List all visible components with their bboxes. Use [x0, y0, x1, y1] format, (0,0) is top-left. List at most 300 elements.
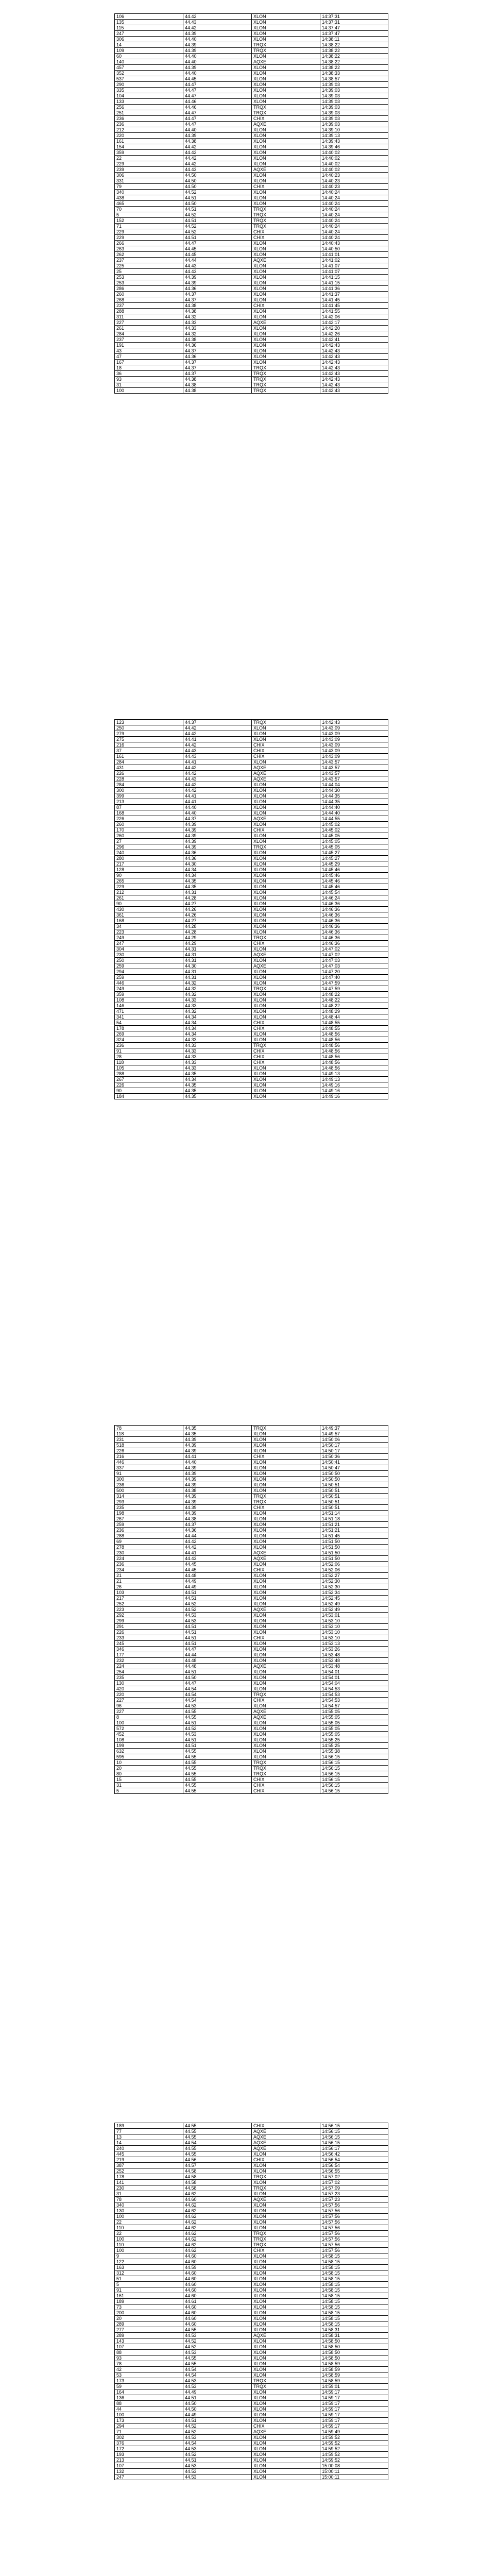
venue-cell: AQXE — [252, 963, 320, 969]
time-cell: 14:51:50 — [320, 1545, 388, 1550]
volume-cell: 199 — [115, 1743, 183, 1749]
price-cell: 44.40 — [183, 71, 252, 76]
time-cell: 14:40:50 — [320, 246, 388, 252]
time-cell: 14:40:23 — [320, 184, 388, 190]
table-row — [115, 1048, 388, 1054]
table-row — [115, 42, 388, 48]
venue-cell: XLON — [252, 1669, 320, 1675]
volume-cell: 226 — [115, 771, 183, 776]
time-cell: 14:45:46 — [320, 873, 388, 878]
time-cell: 14:39:10 — [320, 127, 388, 133]
time-cell: 14:50:51 — [320, 1505, 388, 1511]
venue-cell: XLON — [252, 856, 320, 861]
table-row — [115, 2225, 388, 2231]
price-cell: 44.36 — [183, 1528, 252, 1533]
venue-cell: XLON — [252, 2338, 320, 2344]
venue-cell: XLON — [252, 805, 320, 810]
volume-cell: 108 — [115, 1737, 183, 1743]
price-cell: 44.42 — [183, 150, 252, 156]
table-row — [115, 54, 388, 59]
volume-cell: 130 — [115, 1681, 183, 1686]
venue-cell: XLON — [252, 354, 320, 360]
venue-cell: TRQX — [252, 2242, 320, 2248]
volume-cell: 247 — [115, 941, 183, 946]
venue-cell: XLON — [252, 275, 320, 280]
volume-cell: 88 — [115, 2401, 183, 2406]
price-cell: 44.55 — [183, 1771, 252, 1777]
venue-cell: CHIX — [252, 1020, 320, 1026]
venue-cell: XLON — [252, 14, 320, 20]
volume-cell: 28 — [115, 1054, 183, 1060]
table-row — [115, 1692, 388, 1698]
venue-cell: XLON — [252, 1488, 320, 1494]
volume-cell: 220 — [115, 1692, 183, 1698]
volume-cell: 54 — [115, 1020, 183, 1026]
table-row — [115, 946, 388, 952]
table-row — [115, 1732, 388, 1737]
volume-cell: 88 — [115, 2350, 183, 2355]
venue-cell: XLON — [252, 2219, 320, 2225]
volume-cell: 178 — [115, 1026, 183, 1031]
price-cell: 44.35 — [183, 1431, 252, 1437]
table-row — [115, 1020, 388, 1026]
time-cell: 14:59:52 — [320, 2441, 388, 2446]
table-row — [115, 765, 388, 771]
volume-cell: 189 — [115, 2299, 183, 2304]
volume-cell: 302 — [115, 2435, 183, 2441]
venue-cell: AQXE — [252, 1715, 320, 1720]
time-cell: 14:50:17 — [320, 1443, 388, 1448]
table-row — [115, 2418, 388, 2424]
venue-cell: CHIX — [252, 1060, 320, 1065]
volume-cell: 172 — [115, 2446, 183, 2452]
venue-cell: XLON — [252, 127, 320, 133]
venue-cell: XLON — [252, 2214, 320, 2219]
price-cell: 44.60 — [183, 2276, 252, 2282]
price-cell: 44.53 — [183, 2378, 252, 2384]
time-cell: 14:55:05 — [320, 1726, 388, 1732]
table-row — [115, 878, 388, 884]
time-cell: 14:42:43 — [320, 343, 388, 348]
time-cell: 14:58:50 — [320, 2344, 388, 2350]
volume-cell: 79 — [115, 184, 183, 190]
table-row — [115, 793, 388, 799]
venue-cell: XLON — [252, 1749, 320, 1754]
price-cell: 44.42 — [183, 161, 252, 167]
venue-cell: AQXE — [252, 2129, 320, 2134]
price-cell: 44.26 — [183, 907, 252, 912]
time-cell: 14:56:15 — [320, 2129, 388, 2134]
table-row — [115, 1437, 388, 1443]
price-cell: 44.60 — [183, 2282, 252, 2287]
venue-cell: CHIX — [252, 184, 320, 190]
table-row — [115, 116, 388, 122]
time-cell: 14:45:02 — [320, 827, 388, 833]
price-cell: 44.40 — [183, 127, 252, 133]
venue-cell: XLON — [252, 980, 320, 986]
volume-cell: 260 — [115, 822, 183, 827]
time-cell: 14:40:02 — [320, 167, 388, 173]
table-row — [115, 93, 388, 99]
price-cell: 44.53 — [183, 1618, 252, 1624]
venue-cell: XLON — [252, 2299, 320, 2304]
volume-cell: 288 — [115, 309, 183, 314]
volume-cell: 161 — [115, 139, 183, 144]
time-cell: 14:50:50 — [320, 1471, 388, 1477]
time-cell: 14:53:10 — [320, 1624, 388, 1630]
table-row — [115, 912, 388, 918]
price-cell: 44.39 — [183, 48, 252, 54]
venue-cell: XLON — [252, 82, 320, 88]
price-cell: 44.43 — [183, 167, 252, 173]
table-row — [115, 76, 388, 82]
time-cell: 14:40:24 — [320, 235, 388, 241]
table-row — [115, 2327, 388, 2333]
venue-cell: TRQX — [252, 212, 320, 218]
venue-cell: XLON — [252, 1009, 320, 1014]
price-cell: 44.38 — [183, 377, 252, 382]
time-cell: 14:38:57 — [320, 76, 388, 82]
time-cell: 14:44:30 — [320, 788, 388, 793]
time-cell: 14:59:01 — [320, 2384, 388, 2389]
volume-cell: 286 — [115, 286, 183, 292]
table-row — [115, 725, 388, 731]
volume-cell: 220 — [115, 133, 183, 139]
venue-cell: XLON — [252, 2389, 320, 2395]
price-cell: 44.40 — [183, 810, 252, 816]
volume-cell: 53 — [115, 2372, 183, 2378]
table-row — [115, 1477, 388, 1482]
table-row — [115, 2435, 388, 2441]
venue-cell: XLON — [252, 1014, 320, 1020]
table-row — [115, 1777, 388, 1783]
table-row — [115, 1488, 388, 1494]
venue-cell: XLON — [252, 297, 320, 303]
time-cell: 14:47:59 — [320, 980, 388, 986]
volume-cell: 446 — [115, 980, 183, 986]
table-row — [115, 2180, 388, 2185]
venue-cell: XLON — [252, 93, 320, 99]
time-cell: 14:52:06 — [320, 1567, 388, 1573]
volume-cell: 31 — [115, 382, 183, 388]
time-cell: 14:58:59 — [320, 2378, 388, 2384]
price-cell: 44.48 — [183, 1573, 252, 1579]
time-cell: 14:48:56 — [320, 1065, 388, 1071]
volume-cell: 15 — [115, 1777, 183, 1783]
time-cell: 14:49:13 — [320, 1071, 388, 1077]
table-row — [115, 2219, 388, 2225]
volume-cell: 340 — [115, 190, 183, 195]
venue-cell: XLON — [252, 252, 320, 258]
table-row — [115, 2469, 388, 2475]
price-cell: 44.35 — [183, 1426, 252, 1431]
volume-cell: 80 — [115, 1771, 183, 1777]
time-cell: 14:43:57 — [320, 765, 388, 771]
price-cell: 44.40 — [183, 54, 252, 59]
volume-cell: 106 — [115, 14, 183, 20]
venue-cell: TRQX — [252, 218, 320, 224]
venue-cell: XLON — [252, 1539, 320, 1545]
trade-table-block-3 — [114, 1425, 380, 1794]
price-cell: 44.53 — [183, 2469, 252, 2475]
volume-cell: 341 — [115, 1014, 183, 1020]
price-cell: 44.27 — [183, 918, 252, 924]
venue-cell: XLON — [252, 884, 320, 890]
table-row — [115, 201, 388, 207]
venue-cell: TRQX — [252, 207, 320, 212]
venue-cell: XLON — [252, 2344, 320, 2350]
volume-cell: 216 — [115, 742, 183, 748]
table-row — [115, 2202, 388, 2208]
time-cell: 14:50:50 — [320, 1477, 388, 1482]
time-cell: 14:51:45 — [320, 1533, 388, 1539]
time-cell: 14:39:03 — [320, 82, 388, 88]
table-row — [115, 1783, 388, 1788]
volume-cell: 289 — [115, 2333, 183, 2338]
price-cell: 44.44 — [183, 1652, 252, 1658]
table-row — [115, 1737, 388, 1743]
volume-cell: 235 — [115, 1675, 183, 1681]
venue-cell: XLON — [252, 1726, 320, 1732]
time-cell: 14:59:52 — [320, 2446, 388, 2452]
price-cell: 44.61 — [183, 2299, 252, 2304]
venue-cell: XLON — [252, 2446, 320, 2452]
time-cell: 14:41:55 — [320, 309, 388, 314]
table-row — [115, 1658, 388, 1664]
price-cell: 44.36 — [183, 354, 252, 360]
time-cell: 14:45:05 — [320, 844, 388, 850]
table-row — [115, 2367, 388, 2372]
venue-cell: XLON — [252, 901, 320, 907]
venue-cell: CHIX — [252, 827, 320, 833]
price-cell: 44.42 — [183, 1539, 252, 1545]
volume-cell: 91 — [115, 1048, 183, 1054]
volume-cell: 359 — [115, 992, 183, 997]
volume-cell: 250 — [115, 725, 183, 731]
time-cell: 14:46:36 — [320, 907, 388, 912]
table-row — [115, 1749, 388, 1754]
table-row — [115, 348, 388, 354]
volume-cell: 18 — [115, 365, 183, 371]
table-row — [115, 2458, 388, 2463]
volume-cell: 60 — [115, 54, 183, 59]
time-cell: 14:40:23 — [320, 178, 388, 184]
time-cell: 14:41:07 — [320, 269, 388, 275]
venue-cell: XLON — [252, 1031, 320, 1037]
time-cell: 14:39:03 — [320, 88, 388, 93]
price-cell: 44.50 — [183, 173, 252, 178]
price-cell: 44.55 — [183, 2327, 252, 2333]
time-cell: 14:38:22 — [320, 42, 388, 48]
price-cell: 44.54 — [183, 2372, 252, 2378]
time-cell: 14:47:59 — [320, 986, 388, 992]
venue-cell: TRQX — [252, 2174, 320, 2180]
price-cell: 44.37 — [183, 292, 252, 297]
venue-cell: XLON — [252, 2458, 320, 2463]
venue-cell: XLON — [252, 2350, 320, 2355]
price-cell: 44.51 — [183, 207, 252, 212]
price-cell: 44.39 — [183, 1437, 252, 1443]
table-row — [115, 958, 388, 963]
price-cell: 44.60 — [183, 2310, 252, 2316]
price-cell: 44.52 — [183, 2338, 252, 2344]
venue-cell: XLON — [252, 71, 320, 76]
volume-cell: 143 — [115, 2338, 183, 2344]
price-cell: 44.51 — [183, 1590, 252, 1596]
volume-cell: 107 — [115, 2463, 183, 2469]
table-row — [115, 1567, 388, 1573]
time-cell: 14:42:43 — [320, 365, 388, 371]
time-cell: 14:57:02 — [320, 2180, 388, 2185]
venue-cell: AQXE — [252, 1607, 320, 1613]
venue-cell: XLON — [252, 969, 320, 975]
volume-cell: 337 — [115, 1465, 183, 1471]
venue-cell: XLON — [252, 2208, 320, 2214]
table-row — [115, 297, 388, 303]
volume-cell: 232 — [115, 1658, 183, 1664]
table-row — [115, 1060, 388, 1065]
price-cell: 44.37 — [183, 348, 252, 354]
time-cell: 14:39:03 — [320, 99, 388, 105]
table-row — [115, 331, 388, 337]
venue-cell: XLON — [252, 331, 320, 337]
volume-cell: 193 — [115, 2452, 183, 2458]
table-row — [115, 2350, 388, 2355]
table-row — [115, 1460, 388, 1465]
price-cell: 44.34 — [183, 1020, 252, 1026]
table-row — [115, 884, 388, 890]
table-row — [115, 2123, 388, 2129]
table-row — [115, 924, 388, 929]
table-row — [115, 365, 388, 371]
volume-cell: 22 — [115, 2231, 183, 2236]
venue-cell: XLON — [252, 2412, 320, 2418]
price-cell: 44.31 — [183, 946, 252, 952]
venue-cell: XLON — [252, 1613, 320, 1618]
table-row — [115, 2344, 388, 2350]
volume-cell: 236 — [115, 1562, 183, 1567]
table-row — [115, 2355, 388, 2361]
table-row — [115, 1431, 388, 1437]
price-cell: 44.41 — [183, 1550, 252, 1556]
price-cell: 44.55 — [183, 2355, 252, 2361]
volume-cell: 284 — [115, 759, 183, 765]
time-cell: 14:38:22 — [320, 54, 388, 59]
table-row — [115, 31, 388, 37]
price-cell: 44.44 — [183, 258, 252, 263]
table-row — [115, 1009, 388, 1014]
venue-cell: XLON — [252, 2253, 320, 2259]
table-row — [115, 1698, 388, 1703]
volume-cell: 107 — [115, 2344, 183, 2350]
price-cell: 44.39 — [183, 827, 252, 833]
price-cell: 44.42 — [183, 742, 252, 748]
volume-cell: 251 — [115, 110, 183, 116]
price-cell: 44.52 — [183, 1601, 252, 1607]
time-cell: 14:44:04 — [320, 782, 388, 788]
time-cell: 14:46:36 — [320, 941, 388, 946]
price-cell: 44.55 — [183, 1709, 252, 1715]
table-row — [115, 1635, 388, 1641]
table-row — [115, 822, 388, 827]
volume-cell: 446 — [115, 1460, 183, 1465]
volume-cell: 250 — [115, 958, 183, 963]
volume-cell: 173 — [115, 2418, 183, 2424]
table-row — [115, 2310, 388, 2316]
venue-cell: CHIX — [252, 1048, 320, 1054]
venue-cell: XLON — [252, 2395, 320, 2401]
time-cell: 14:50:51 — [320, 1494, 388, 1499]
price-cell: 44.39 — [183, 1499, 252, 1505]
time-cell: 14:48:56 — [320, 1048, 388, 1054]
price-cell: 44.55 — [183, 1766, 252, 1771]
time-cell: 14:45:27 — [320, 856, 388, 861]
price-cell: 44.39 — [183, 1505, 252, 1511]
time-cell: 14:57:56 — [320, 2225, 388, 2231]
venue-cell: XLON — [252, 314, 320, 320]
volume-cell: 231 — [115, 1437, 183, 1443]
table-row — [115, 2265, 388, 2270]
venue-cell: TRQX — [252, 935, 320, 941]
venue-cell: XLON — [252, 861, 320, 867]
volume-cell: 136 — [115, 2395, 183, 2401]
venue-cell: TRQX — [252, 2378, 320, 2384]
table-row — [115, 1528, 388, 1533]
table-row — [115, 280, 388, 286]
time-cell: 14:47:40 — [320, 975, 388, 980]
table-row — [115, 2236, 388, 2242]
volume-cell: 167 — [115, 360, 183, 365]
volume-cell: 105 — [115, 1065, 183, 1071]
time-cell: 14:45:05 — [320, 833, 388, 839]
volume-cell: 314 — [115, 1494, 183, 1499]
table-row — [115, 2276, 388, 2282]
price-cell: 44.60 — [183, 2287, 252, 2293]
price-cell: 44.49 — [183, 2389, 252, 2395]
table-row — [115, 788, 388, 793]
volume-cell: 108 — [115, 997, 183, 1003]
table-row — [115, 969, 388, 975]
table-row — [115, 1703, 388, 1709]
venue-cell: XLON — [252, 1590, 320, 1596]
price-cell: 44.54 — [183, 1692, 252, 1698]
table-row — [115, 2446, 388, 2452]
trade-table — [114, 2123, 388, 2480]
volume-cell: 254 — [115, 1669, 183, 1675]
volume-cell: 161 — [115, 754, 183, 759]
volume-cell: 69 — [115, 1539, 183, 1545]
price-cell: 44.52 — [183, 224, 252, 229]
venue-cell: XLON — [252, 1703, 320, 1709]
price-cell: 44.33 — [183, 1037, 252, 1043]
price-cell: 44.39 — [183, 1448, 252, 1454]
table-row — [115, 833, 388, 839]
time-cell: 14:43:09 — [320, 742, 388, 748]
volume-cell: 249 — [115, 935, 183, 941]
time-cell: 14:50:51 — [320, 1488, 388, 1494]
time-cell: 14:57:56 — [320, 2219, 388, 2225]
volume-cell: 290 — [115, 82, 183, 88]
price-cell: 44.47 — [183, 93, 252, 99]
price-cell: 44.31 — [183, 890, 252, 895]
price-cell: 44.47 — [183, 110, 252, 116]
table-row — [115, 212, 388, 218]
volume-cell: 267 — [115, 1077, 183, 1082]
volume-cell: 14 — [115, 2140, 183, 2146]
volume-cell: 133 — [115, 99, 183, 105]
venue-cell: XLON — [252, 1618, 320, 1624]
table-row — [115, 1641, 388, 1647]
